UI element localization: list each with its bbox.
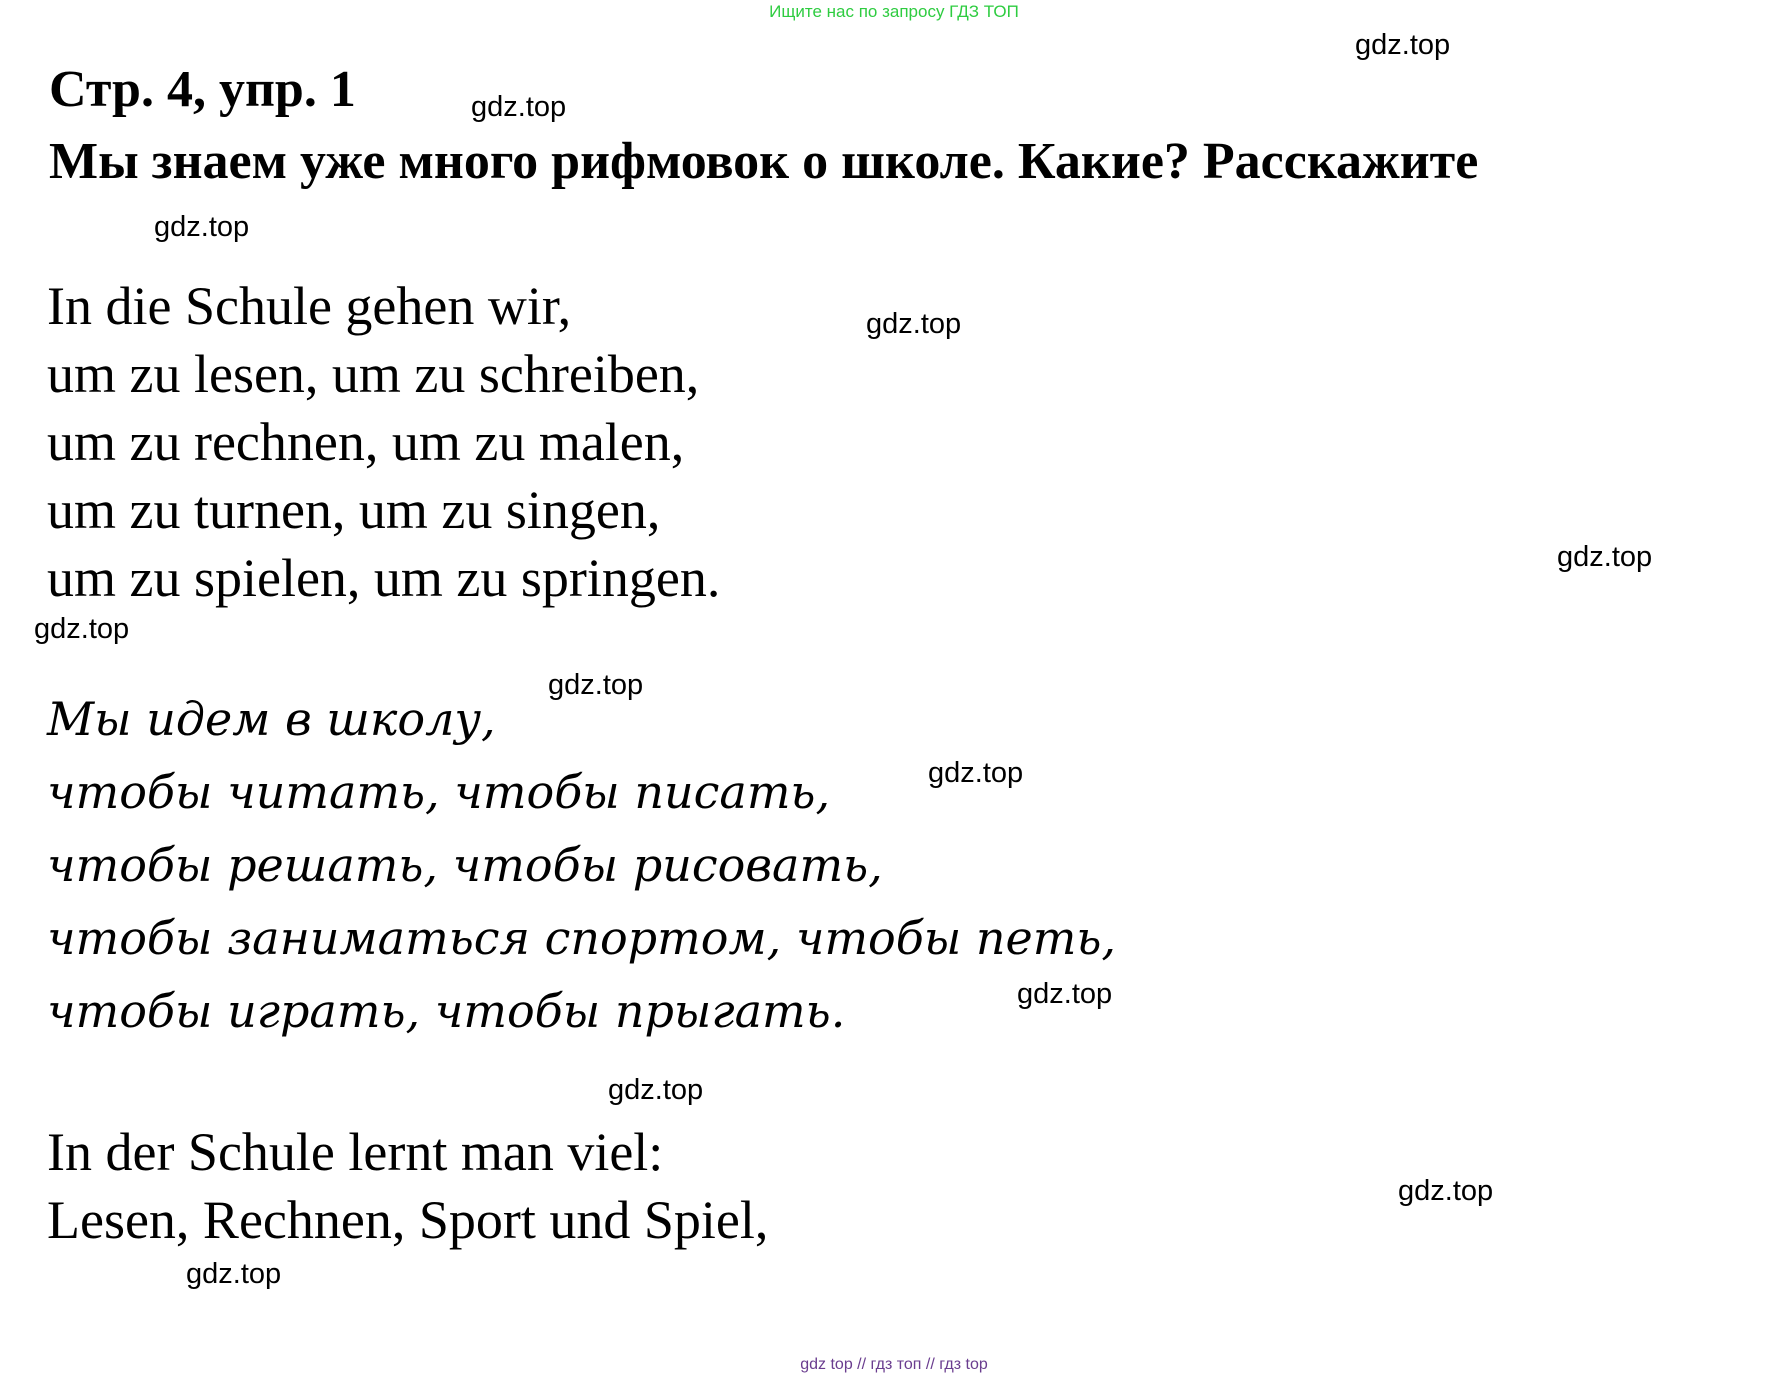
watermark: gdz.top	[186, 1258, 282, 1290]
poem-translation	[47, 683, 1116, 1048]
exercise-title: Стр. 4, упр. 1	[49, 61, 356, 118]
watermark: gdz.top	[1355, 29, 1451, 61]
footer-link-gdz-top-mixed[interactable]: гдз top	[939, 1356, 988, 1373]
poem-line: um zu turnen, um zu singen,	[47, 480, 661, 540]
footer-link-gdz-top-ru[interactable]: гдз топ	[870, 1356, 922, 1373]
watermark: gdz.top	[548, 669, 644, 701]
watermark: gdz.top	[1017, 978, 1113, 1010]
top-banner[interactable]: Ищите нас по запросу ГДЗ ТОП	[769, 2, 1019, 21]
footer-separator: //	[857, 1356, 867, 1373]
translation-line: чтобы заниматься спортом, чтобы петь,	[47, 911, 1117, 965]
translation-line: Мы идем в школу,	[47, 692, 496, 746]
watermark: gdz.top	[866, 308, 962, 340]
footer-separator: //	[925, 1356, 935, 1373]
poem-german-2	[47, 1118, 768, 1254]
translation-line: чтобы читать, чтобы писать,	[47, 765, 831, 819]
exercise-task: Мы знаем уже много рифмовок о школе. Какие? Расскажите	[49, 133, 1479, 190]
watermark: gdz.top	[1398, 1175, 1494, 1207]
watermark: gdz.top	[471, 91, 567, 123]
poem-line: In der Schule lernt man viel:	[47, 1122, 664, 1182]
footer-link-gdz-top[interactable]: gdz top	[800, 1356, 853, 1373]
poem-german-1	[47, 272, 720, 612]
poem-line: um zu spielen, um zu springen.	[47, 548, 721, 608]
footer-links	[0, 1356, 1788, 1374]
watermark: gdz.top	[928, 757, 1024, 789]
translation-line: чтобы играть, чтобы прыгать.	[47, 984, 846, 1038]
watermark: gdz.top	[1557, 541, 1653, 573]
poem-line: In die Schule gehen wir,	[47, 276, 572, 336]
watermark: gdz.top	[34, 613, 130, 645]
watermark: gdz.top	[154, 211, 250, 243]
poem-line: um zu rechnen, um zu malen,	[47, 412, 685, 472]
poem-line: Lesen, Rechnen, Sport und Spiel,	[47, 1190, 769, 1250]
watermark: gdz.top	[608, 1074, 704, 1106]
translation-line: чтобы решать, чтобы рисовать,	[47, 838, 883, 892]
poem-line: um zu lesen, um zu schreiben,	[47, 344, 700, 404]
